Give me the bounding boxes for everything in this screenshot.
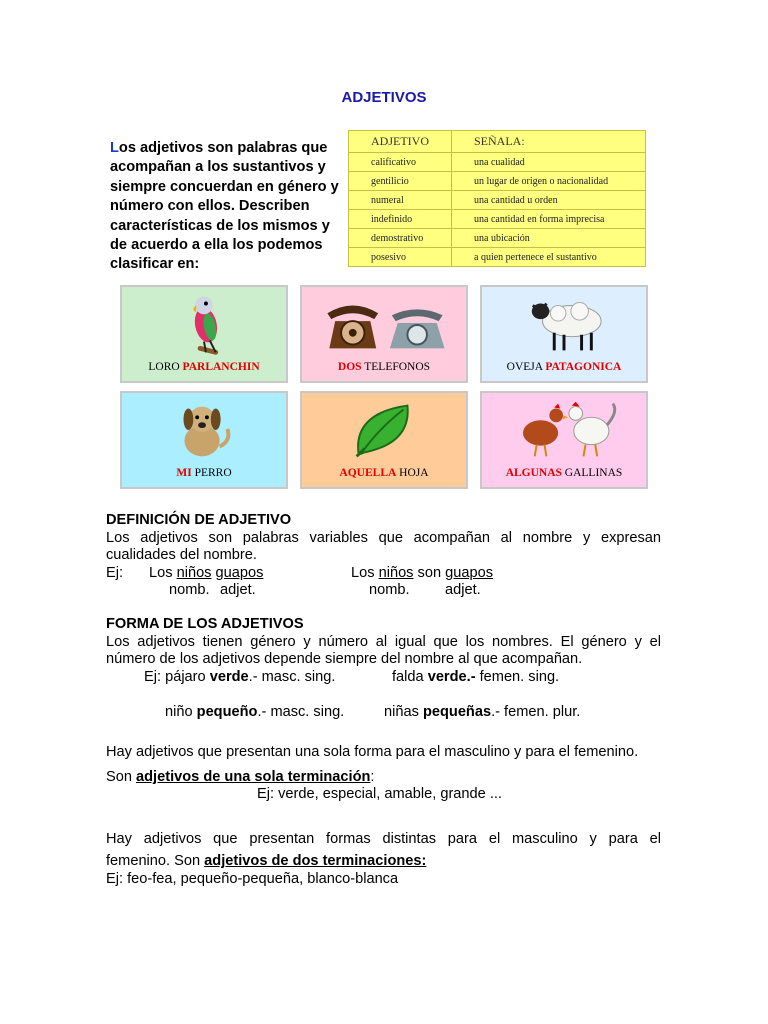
intro-initial: L [110, 140, 119, 156]
definicion-line1: Los adjetivos son palabras variables que acompañan al nombre y expresan [106, 530, 661, 546]
example-1: Los niños guapos [149, 565, 264, 581]
table-header-row [349, 131, 646, 153]
una-line1: Hay adjetivos que presentan una sola forma para el masculino y para el femenino. [106, 744, 639, 760]
parrot-icon [122, 293, 286, 355]
una-line2: Son adjetivos de una sola terminación: [106, 769, 375, 785]
table-row [349, 191, 646, 210]
definicion-line2: cualidades del nombre. [106, 547, 257, 563]
intro-text: os adjetivos son palabras que acompañan a los sustantivos y siempre concuerdan en género y número con ellos. Describen características de los mismos y de acuerdo a ella los podemos clasificar en: [110, 140, 339, 273]
table-cell: gentilicio [349, 172, 452, 191]
table-cell: calificativo [349, 153, 452, 172]
table-cell: un lugar de origen o nacionalidad [452, 172, 646, 191]
leaf-icon [302, 399, 466, 461]
card-caption: OVEJA PATAGONICA [506, 361, 622, 373]
table-cell: indefinido [349, 210, 452, 229]
card-telefonos [300, 285, 468, 383]
table-header: ADJETIVO [349, 131, 452, 153]
card-caption: DOS TELEFONOS [337, 361, 431, 373]
table-cell: demostrativo [349, 229, 452, 248]
dos-line1: Hay adjetivos que presentan formas distintas para el masculino y para el [106, 831, 661, 847]
telephone-icon [302, 293, 466, 355]
forma-line1: Los adjetivos tienen género y número al igual que los nombres. El género y el [106, 634, 661, 650]
una-example: Ej: verde, especial, amable, grande ... [257, 786, 502, 802]
card-caption: MI PERRO [176, 467, 232, 479]
card-loro [120, 285, 288, 383]
label-adjet: adjet. [445, 582, 481, 598]
example-2: Los niños son guapos [351, 565, 494, 581]
card-caption: AQUELLA HOJA [339, 467, 429, 479]
intro-paragraph [110, 139, 342, 275]
table-cell: numeral [349, 191, 452, 210]
forma-example-1: Ej: pájaro verde.- masc. sing. [144, 669, 336, 685]
example-label: Ej: [106, 565, 124, 581]
table-row [349, 153, 646, 172]
forma-line2: número de los adjetivos depende siempre del nombre al que acompañan. [106, 651, 583, 667]
table-row [349, 229, 646, 248]
dos-example: Ej: feo-fea, pequeño-pequeña, blanco-blanca [106, 871, 399, 887]
dog-icon [122, 399, 286, 461]
card-caption: ALGUNAS GALLINAS [505, 467, 623, 479]
label-adjet: adjet. [220, 582, 256, 598]
card-gallinas [480, 391, 648, 489]
table-header: SEÑALA: [452, 131, 646, 153]
table-cell: posesivo [349, 248, 452, 267]
forma-example-2: falda verde.- femen. sing. [392, 669, 560, 685]
adjective-types-table [348, 130, 646, 267]
card-hoja [300, 391, 468, 489]
table-cell: a quien pertenece el sustantivo [452, 248, 646, 267]
table-cell: una cantidad u orden [452, 191, 646, 210]
forma-example-4: niñas pequeñas.- femen. plur. [384, 704, 581, 720]
table-row [349, 210, 646, 229]
label-nomb: nomb. [369, 582, 410, 598]
section-heading-definicion: DEFINICIÓN DE ADJETIVO [106, 512, 292, 528]
card-caption: LORO PARLANCHIN [148, 361, 260, 373]
sheep-icon [482, 293, 646, 355]
card-perro [120, 391, 288, 489]
card-oveja [480, 285, 648, 383]
table-cell: una cantidad en forma imprecisa [452, 210, 646, 229]
forma-example-3: niño pequeño.- masc. sing. [165, 704, 345, 720]
table-row [349, 172, 646, 191]
hens-icon [482, 399, 646, 461]
table-cell: una cualidad [452, 153, 646, 172]
label-nomb: nomb. [169, 582, 210, 598]
dos-line2: femenino. Son adjetivos de dos terminaciones: [106, 853, 427, 869]
section-heading-forma: FORMA DE LOS ADJETIVOS [106, 616, 304, 632]
page-title: ADJETIVOS [341, 89, 427, 106]
table-cell: una ubicación [452, 229, 646, 248]
table-row [349, 248, 646, 267]
definicion-example-row [106, 565, 661, 582]
